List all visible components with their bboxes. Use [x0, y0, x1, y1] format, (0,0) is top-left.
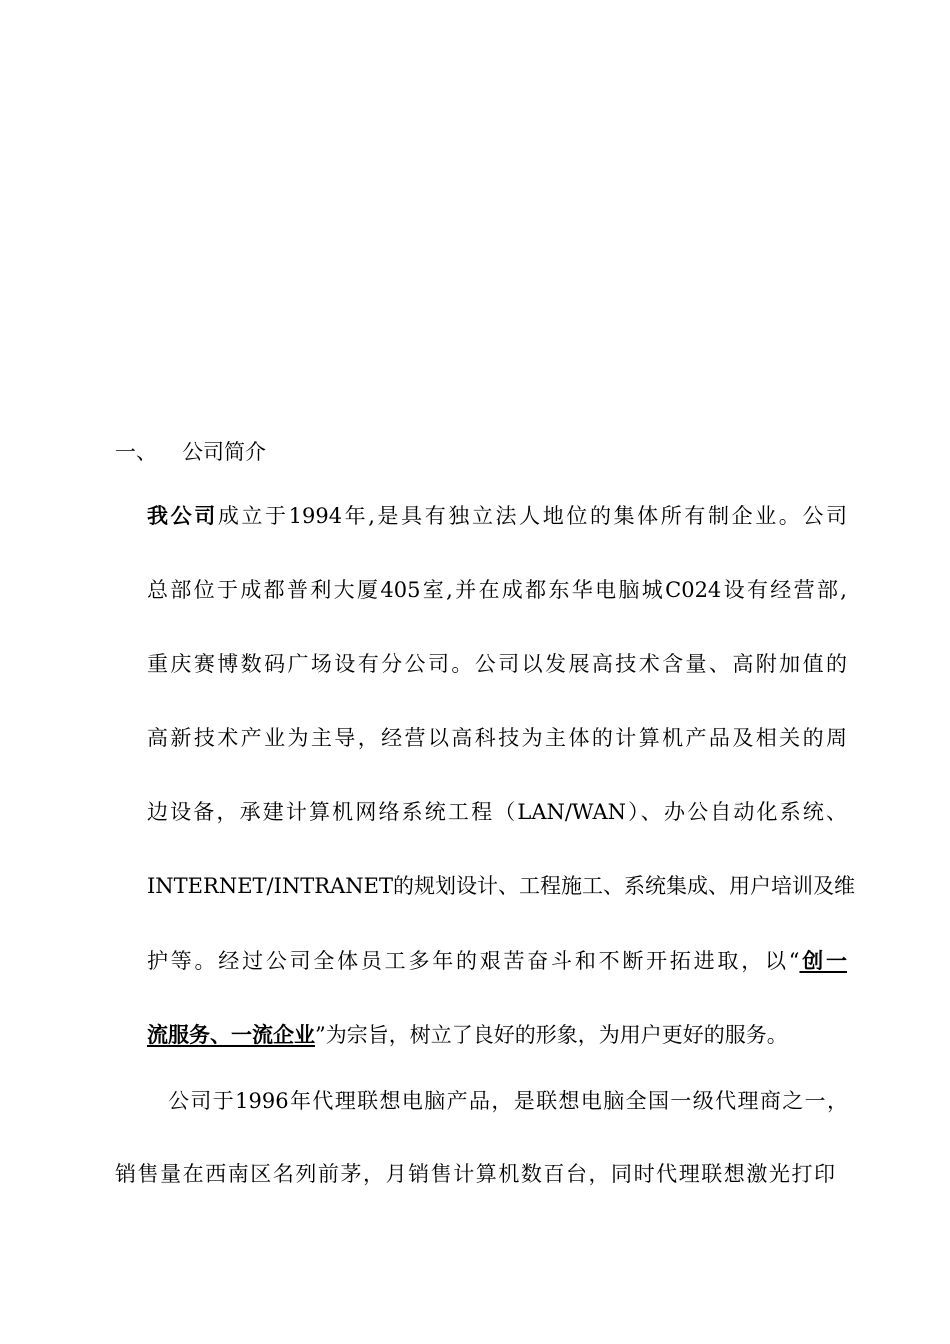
paragraph1-line4: 高新技术产业为主导，经营以高科技为主体的计算机产品及相关的周 — [147, 726, 847, 750]
paragraph1-line2: 总部位于成都普利大厦405室,并在成都东华电脑城C024设有经营部, — [147, 578, 847, 602]
slogan-part1: 创一 — [799, 948, 848, 973]
paragraph1-line1-text: 成立于1994年,是具有独立法人地位的集体所有制企业。公司 — [217, 504, 847, 528]
paragraph1-line8-text: ”为宗旨，树立了良好的形象，为用户更好的服务。 — [315, 1023, 788, 1047]
paragraph1-line7-text: 护等。经过公司全体员工多年的艰苦奋斗和不断开拓进取，以“ — [147, 949, 800, 973]
paragraph1-line7 — [147, 947, 847, 975]
section-title: 公司简介 — [182, 440, 266, 464]
paragraph1-line3: 重庆赛博数码广场设有分公司。公司以发展高技术含量、高附加值的 — [147, 652, 847, 676]
paragraph1-line6: INTERNET/INTRANET的规划设计、工程施工、系统集成、用户培训及维 — [147, 874, 855, 898]
paragraph1-line5: 边设备，承建计算机网络系统工程（LAN/WAN）、办公自动化系统、 — [147, 800, 847, 824]
paragraph2-line1: 公司于1996年代理联想电脑产品，是联想电脑全国一级代理商之一， — [168, 1089, 848, 1113]
paragraph1-line8 — [147, 1021, 788, 1049]
section-number: 一、 — [115, 440, 157, 464]
paragraph1-line1 — [147, 502, 847, 530]
slogan-part2: 流服务、一流企业 — [147, 1022, 315, 1047]
paragraph2-line2: 销售量在西南区名列前茅，月销售计算机数百台，同时代理联想激光打印 — [115, 1162, 835, 1186]
company-bold: 我公司 — [147, 503, 218, 528]
